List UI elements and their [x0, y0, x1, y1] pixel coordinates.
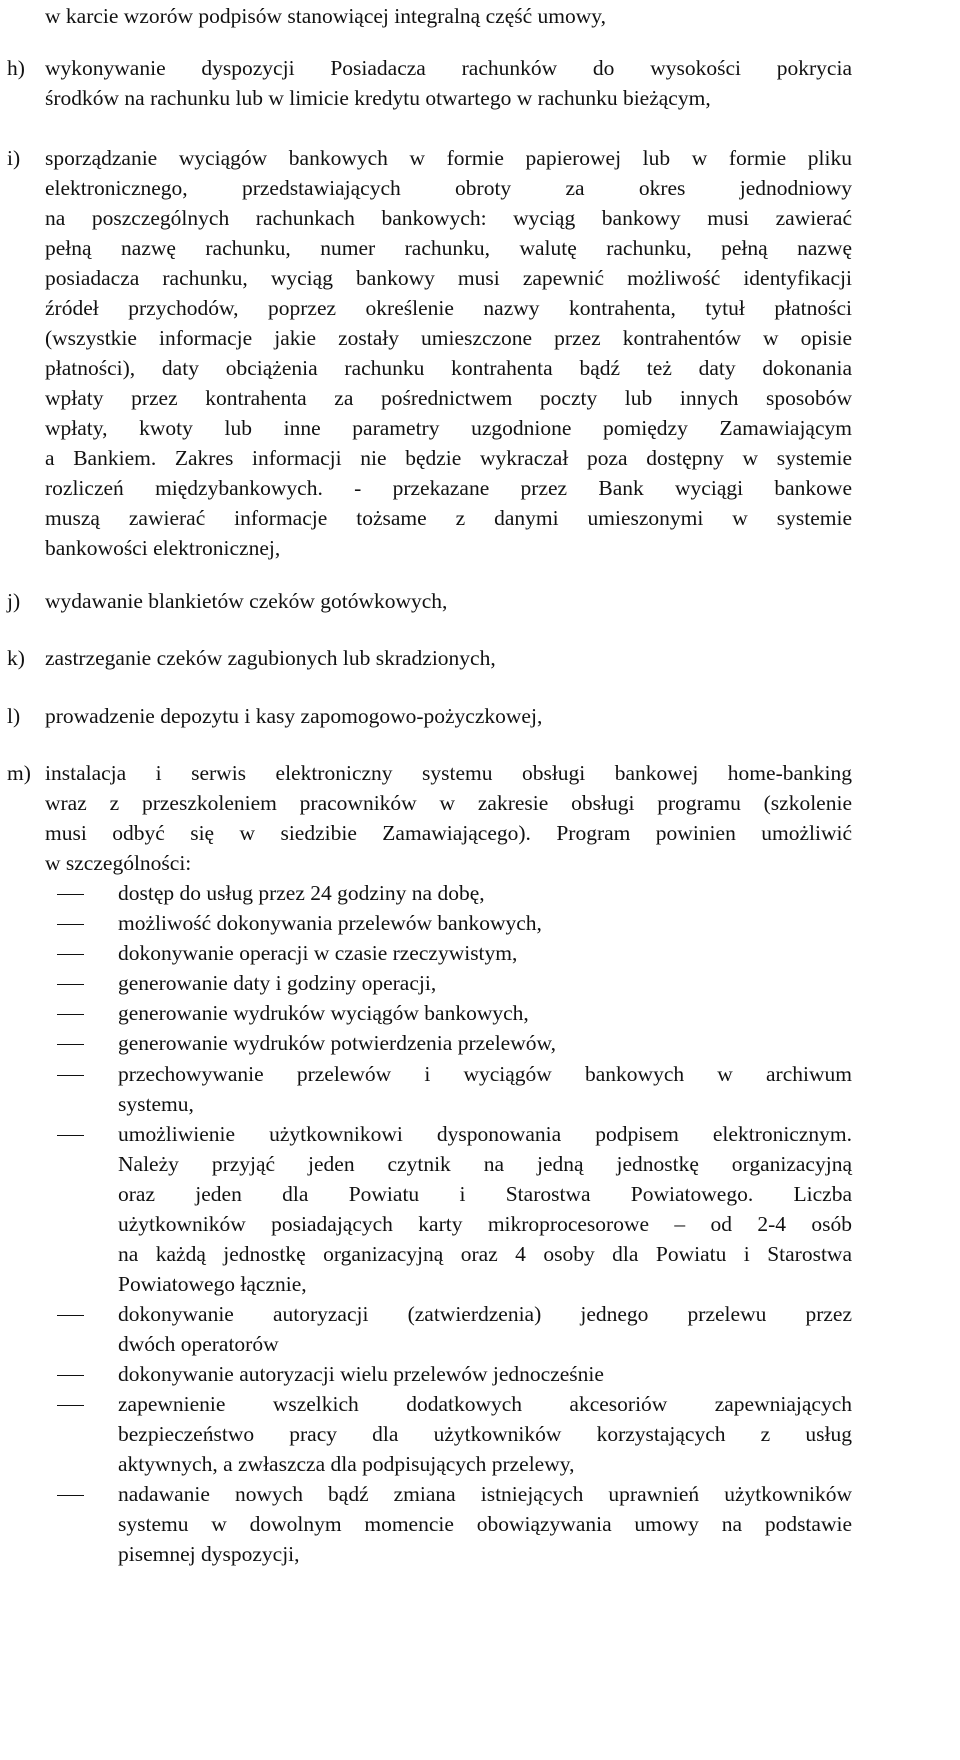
item-line: instalacja i serwis elektroniczny systemu obsługi bankowej home-banking: [45, 761, 852, 785]
bullet-line: Należy przyjąć jeden czytnik na jedną jednostkę organizacyjną: [118, 1152, 852, 1176]
bullet-line: możliwość dokonywania przelewów bankowych,: [118, 911, 542, 935]
bullet-line: Powiatowego łącznie,: [118, 1272, 307, 1296]
item-line: posiadacza rachunku, wyciąg bankowy musi zapewnić możliwość identyfikacji: [45, 266, 852, 290]
item-line: zastrzeganie czeków zagubionych lub skradzionych,: [45, 646, 496, 670]
bullet-line: bezpieczeństwo pracy dla użytkowników korzystających z usług: [118, 1422, 852, 1446]
dash-bullet-icon: [57, 1375, 84, 1376]
bullet-line: dostęp do usług przez 24 godziny na dobę,: [118, 881, 485, 905]
item-line: rozliczeń międzybankowych. - przekazane przez Bank wyciągi bankowe: [45, 476, 852, 500]
item-line: na poszczególnych rachunkach bankowych: wyciąg bankowy musi zawierać: [45, 206, 852, 230]
dash-bullet-icon: [57, 1405, 84, 1406]
bullet-line: aktywnych, a zwłaszcza dla podpisujących przelewy,: [118, 1452, 575, 1476]
dash-bullet-icon: [57, 984, 84, 985]
bullet-line: przechowywanie przelewów i wyciągów bankowych w archiwum: [118, 1062, 852, 1086]
item-line: bankowości elektronicznej,: [45, 536, 281, 560]
item-marker: j): [7, 589, 21, 613]
item-line: muszą zawierać informacje tożsame z danymi umieszonymi w systemie: [45, 506, 852, 530]
bullet-line: na każdą jednostkę organizacyjną oraz 4 osoby dla Powiatu i Starostwa: [118, 1242, 852, 1266]
item-line: płatności), daty obciążenia rachunku kontrahenta bądź też daty dokonania: [45, 356, 852, 380]
item-line: pełną nazwę rachunku, numer rachunku, walutę rachunku, pełną nazwę: [45, 236, 852, 260]
item-line: wraz z przeszkoleniem pracowników w zakresie obsługi programu (szkolenie: [45, 791, 852, 815]
bullet-line: systemu,: [118, 1092, 194, 1116]
dash-bullet-icon: [57, 894, 84, 895]
intro-line: w karcie wzorów podpisów stanowiącej integralną część umowy,: [45, 4, 606, 28]
dash-bullet-icon: [57, 1495, 84, 1496]
bullet-line: generowanie wydruków potwierdzenia przelewów,: [118, 1031, 556, 1055]
bullet-line: generowanie wydruków wyciągów bankowych,: [118, 1001, 529, 1025]
bullet-line: generowanie daty i godziny operacji,: [118, 971, 437, 995]
dash-bullet-icon: [57, 1075, 84, 1076]
bullet-line: umożliwienie użytkownikowi dysponowania podpisem elektronicznym.: [118, 1122, 852, 1146]
item-line: wydawanie blankietów czeków gotówkowych,: [45, 589, 448, 613]
item-line: źródeł przychodów, poprzez określenie nazwy kontrahenta, tytuł płatności: [45, 296, 852, 320]
item-line: wpłaty przez kontrahenta za pośrednictwem poczty lub innych sposobów: [45, 386, 852, 410]
item-line: sporządzanie wyciągów bankowych w formie papierowej lub w formie pliku: [45, 146, 852, 170]
bullet-line: użytkowników posiadających karty mikroprocesorowe – od 2-4 osób: [118, 1212, 852, 1236]
bullet-line: systemu w dowolnym momencie obowiązywania umowy na podstawie: [118, 1512, 852, 1536]
item-marker: l): [7, 704, 21, 728]
bullet-line: zapewnienie wszelkich dodatkowych akcesoriów zapewniających: [118, 1392, 852, 1416]
item-line: prowadzenie depozytu i kasy zapomogowo-pożyczkowej,: [45, 704, 543, 728]
bullet-line: dokonywanie operacji w czasie rzeczywistym,: [118, 941, 518, 965]
item-line: a Bankiem. Zakres informacji nie będzie wykraczał poza dostępny w systemie: [45, 446, 852, 470]
item-marker: h): [7, 56, 25, 80]
item-line: w szczególności:: [45, 851, 192, 875]
bullet-line: pisemnej dyspozycji,: [118, 1542, 300, 1566]
item-line: (wszystkie informacje jakie zostały umieszczone przez kontrahentów w opisie: [45, 326, 852, 350]
dash-bullet-icon: [57, 924, 84, 925]
bullet-line: dokonywanie autoryzacji (zatwierdzenia) jednego przelewu przez: [118, 1302, 852, 1326]
item-line: musi odbyć się w siedzibie Zamawiającego). Program powinien umożliwić: [45, 821, 852, 845]
dash-bullet-icon: [57, 1044, 84, 1045]
dash-bullet-icon: [57, 1135, 84, 1136]
item-line: wykonywanie dyspozycji Posiadacza rachunków do wysokości pokrycia: [45, 56, 852, 80]
item-marker: m): [7, 761, 31, 785]
item-line: środków na rachunku lub w limicie kredytu otwartego w rachunku bieżącym,: [45, 86, 711, 110]
bullet-line: dokonywanie autoryzacji wielu przelewów jednocześnie: [118, 1362, 604, 1386]
bullet-line: dwóch operatorów: [118, 1332, 279, 1356]
item-line: elektronicznego, przedstawiających obroty za okres jednodniowy: [45, 176, 852, 200]
item-marker: k): [7, 646, 25, 670]
dash-bullet-icon: [57, 954, 84, 955]
bullet-line: nadawanie nowych bądź zmiana istniejących uprawnień użytkowników: [118, 1482, 852, 1506]
dash-bullet-icon: [57, 1315, 84, 1316]
dash-bullet-icon: [57, 1014, 84, 1015]
item-line: wpłaty, kwoty lub inne parametry uzgodnione pomiędzy Zamawiającym: [45, 416, 852, 440]
bullet-line: oraz jeden dla Powiatu i Starostwa Powiatowego. Liczba: [118, 1182, 852, 1206]
item-marker: i): [7, 146, 21, 170]
